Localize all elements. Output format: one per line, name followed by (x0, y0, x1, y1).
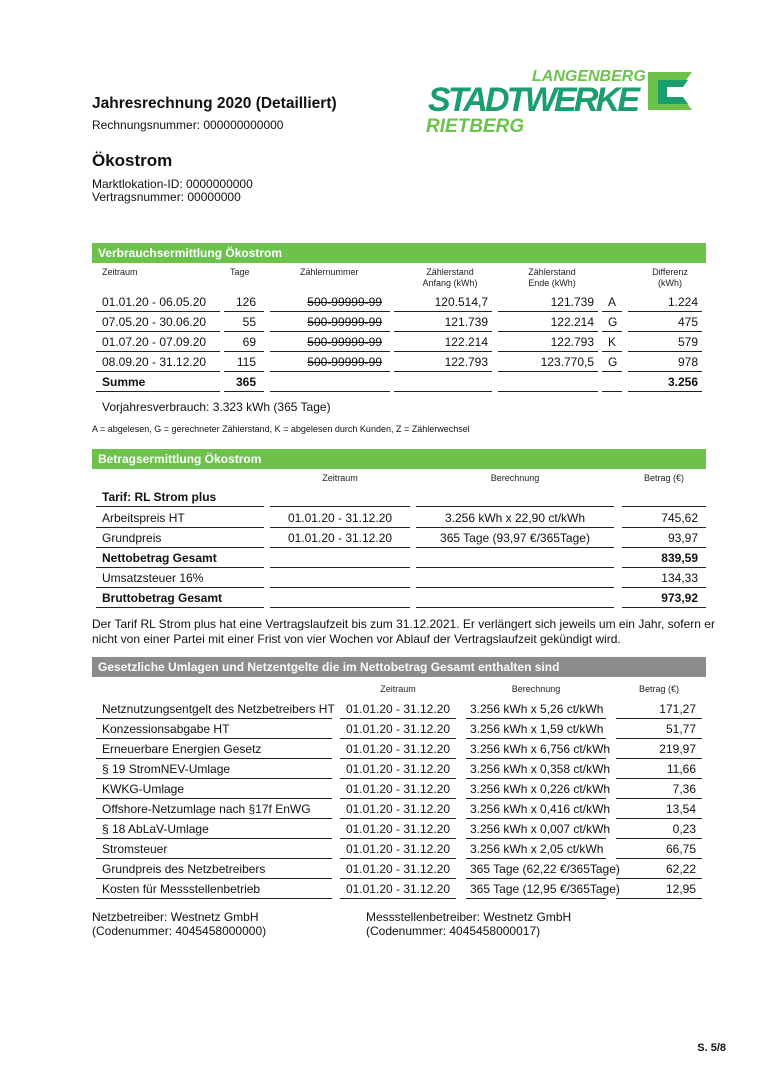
amount-empty (416, 548, 614, 568)
levy-period: 01.01.20 - 31.12.20 (340, 779, 456, 799)
amount-gross-label: Bruttobetrag Gesamt (96, 588, 264, 608)
consumption-end: 123.770,5 (498, 352, 598, 372)
consumption-end: 122.214 (498, 312, 598, 332)
levy-label: KWKG-Umlage (96, 779, 332, 799)
levy-period: 01.01.20 - 31.12.20 (340, 699, 456, 719)
levy-calc: 3.256 kWh x 6,756 ct/kWh (466, 739, 606, 759)
levy-period: 01.01.20 - 31.12.20 (340, 759, 456, 779)
levy-period: 01.01.20 - 31.12.20 (340, 859, 456, 879)
consumption-start: 121.739 (394, 312, 492, 332)
levy-calc: 3.256 kWh x 5,26 ct/kWh (466, 699, 606, 719)
consumption-sum-days: 365 (224, 372, 264, 392)
consumption-sum-label: Summe (96, 372, 220, 392)
page-title: Jahresrechnung 2020 (Detailliert) (92, 95, 337, 112)
contract-note-line-2: nicht von einer Partei mit einer Frist von vier Wochen vor Ablauf der Vertragslaufzeit gekündigt wird. (92, 632, 621, 646)
amount-empty (416, 588, 614, 608)
levy-label: Konzessionsabgabe HT (96, 719, 332, 739)
consumption-sum-diff: 3.256 (628, 372, 702, 392)
levy-amount: 0,23 (616, 819, 702, 839)
amount-gross-value: 973,92 (622, 588, 706, 608)
consumption-days: 55 (224, 312, 264, 332)
levy-label: Offshore-Netzumlage nach §17f EnWG (96, 799, 332, 819)
amount-label: Arbeitspreis HT (96, 508, 264, 528)
levy-label: § 18 AbLaV-Umlage (96, 819, 332, 839)
tariff-empty (416, 487, 614, 507)
amount-col-header-calc: Berechnung (490, 473, 540, 483)
levy-period: 01.01.20 - 31.12.20 (340, 719, 456, 739)
levy-calc: 365 Tage (62,22 €/365Tage) (466, 859, 606, 879)
amount-empty (270, 548, 410, 568)
consumption-period: 08.09.20 - 31.12.20 (96, 352, 220, 372)
col-header-days: Tage (230, 267, 250, 277)
levy-period: 01.01.20 - 31.12.20 (340, 799, 456, 819)
consumption-sum-empty (602, 372, 622, 392)
levy-period: 01.01.20 - 31.12.20 (340, 819, 456, 839)
consumption-sum-empty (498, 372, 598, 392)
amount-value: 745,62 (622, 508, 706, 528)
levy-amount: 62,22 (616, 859, 702, 879)
tariff-empty (270, 487, 410, 507)
consumption-meter: 500-99999-99 (270, 292, 390, 312)
tariff-name: Tarif: RL Strom plus (96, 487, 264, 507)
consumption-code: A (602, 292, 622, 312)
consumption-diff: 579 (628, 332, 702, 352)
consumption-period: 01.07.20 - 07.09.20 (96, 332, 220, 352)
levy-label: Kosten für Messstellenbetrieb (96, 879, 332, 899)
consumption-days: 115 (224, 352, 264, 372)
consumption-meter: 500-99999-99 (270, 332, 390, 352)
reading-legend: A = abgelesen, G = gerechneter Zählerstand, K = abgelesen durch Kunden, Z = Zählerwechsel (92, 424, 470, 434)
levy-period: 01.01.20 - 31.12.20 (340, 739, 456, 759)
product-title: Ökostrom (92, 151, 173, 170)
amount-empty (270, 588, 410, 608)
amount-empty (270, 568, 410, 588)
consumption-period: 07.05.20 - 30.06.20 (96, 312, 220, 332)
previous-year-consumption: Vorjahresverbrauch: 3.323 kWh (365 Tage) (102, 400, 331, 414)
meter-operator: Messstellenbetreiber: Westnetz GmbH (366, 910, 572, 924)
contract-note-line-1: Der Tarif RL Strom plus hat eine Vertragslaufzeit bis zum 31.12.2021. Er verlängert sich jeweils um ein Jahr, sofern er (92, 617, 715, 631)
levy-label: Erneuerbare Energien Gesetz (96, 739, 332, 759)
levy-amount: 219,97 (616, 739, 702, 759)
consumption-diff: 1.224 (628, 292, 702, 312)
consumption-code: G (602, 352, 622, 372)
consumption-meter: 500-99999-99 (270, 352, 390, 372)
amount-net-value: 839,59 (622, 548, 706, 568)
levies-col-header-amount: Betrag (€) (638, 684, 680, 694)
col-header-start: Zählerstand Anfang (kWh) (422, 267, 478, 288)
consumption-days: 69 (224, 332, 264, 352)
meter-operator-code: (Codenummer: 4045458000017) (366, 924, 541, 938)
logo-line-3: RIETBERG (426, 116, 525, 136)
amount-empty (416, 568, 614, 588)
consumption-section-header: Verbrauchsermittlung Ökostrom (92, 243, 706, 263)
consumption-start: 122.214 (394, 332, 492, 352)
amount-vat-value: 134,33 (622, 568, 706, 588)
levy-calc: 3.256 kWh x 0,007 ct/kWh (466, 819, 606, 839)
levy-amount: 51,77 (616, 719, 702, 739)
logo-line-1: LANGENBERG (532, 68, 646, 85)
amount-period: 01.01.20 - 31.12.20 (270, 528, 410, 548)
amount-period: 01.01.20 - 31.12.20 (270, 508, 410, 528)
col-header-period: Zeitraum (102, 267, 138, 277)
levy-calc: 365 Tage (12,95 €/365Tage) (466, 879, 606, 899)
levy-amount: 12,95 (616, 879, 702, 899)
levy-period: 01.01.20 - 31.12.20 (340, 879, 456, 899)
consumption-code: G (602, 312, 622, 332)
consumption-start: 120.514,7 (394, 292, 492, 312)
levy-calc: 3.256 kWh x 0,358 ct/kWh (466, 759, 606, 779)
levy-amount: 171,27 (616, 699, 702, 719)
page-number: S. 5/8 (697, 1042, 726, 1054)
consumption-days: 126 (224, 292, 264, 312)
levies-section-header: Gesetzliche Umlagen und Netzentgelte die im Nettobetrag Gesamt enthalten sind (92, 657, 706, 677)
amount-calc: 3.256 kWh x 22,90 ct/kWh (416, 508, 614, 528)
col-header-diff: Differenz (kWh) (652, 267, 688, 288)
col-header-meter: Zählernummer (300, 267, 359, 277)
tariff-empty (622, 487, 706, 507)
grid-operator-code: (Codenummer: 4045458000000) (92, 924, 267, 938)
levy-amount: 7,36 (616, 779, 702, 799)
consumption-sum-empty (270, 372, 390, 392)
consumption-meter: 500-99999-99 (270, 312, 390, 332)
levy-amount: 13,54 (616, 799, 702, 819)
market-location: Marktlokation-ID: 0000000000 (92, 177, 253, 191)
amount-vat-label: Umsatzsteuer 16% (96, 568, 264, 588)
amount-col-header-period: Zeitraum (322, 473, 358, 483)
col-header-end: Zählerstand Ende (kWh) (528, 267, 576, 288)
levy-period: 01.01.20 - 31.12.20 (340, 839, 456, 859)
logo-line-2: STADTWERKE (428, 81, 640, 119)
amount-calc: 365 Tage (93,97 €/365Tage) (416, 528, 614, 548)
stadtwerke-logo (426, 66, 706, 136)
levy-label: Netznutzungsentgelt des Netzbetreibers HT (96, 699, 332, 719)
amount-value: 93,97 (622, 528, 706, 548)
consumption-diff: 475 (628, 312, 702, 332)
levy-amount: 11,66 (616, 759, 702, 779)
logo-mark-icon (648, 72, 692, 110)
grid-operator: Netzbetreiber: Westnetz GmbH (92, 910, 259, 924)
levy-calc: 3.256 kWh x 2,05 ct/kWh (466, 839, 606, 859)
levy-calc: 3.256 kWh x 0,226 ct/kWh (466, 779, 606, 799)
consumption-code: K (602, 332, 622, 352)
contract-number: Vertragsnummer: 00000000 (92, 190, 241, 204)
amount-section-header: Betragsermittlung Ökostrom (92, 449, 706, 469)
consumption-start: 122.793 (394, 352, 492, 372)
levies-col-header-period: Zeitraum (380, 684, 416, 694)
levies-col-header-calc: Berechnung (511, 684, 561, 694)
consumption-end: 122.793 (498, 332, 598, 352)
consumption-period: 01.01.20 - 06.05.20 (96, 292, 220, 312)
amount-col-header-amount: Betrag (€) (643, 473, 685, 483)
consumption-diff: 978 (628, 352, 702, 372)
amount-net-label: Nettobetrag Gesamt (96, 548, 264, 568)
levy-label: § 19 StromNEV-Umlage (96, 759, 332, 779)
levy-calc: 3.256 kWh x 1,59 ct/kWh (466, 719, 606, 739)
levy-label: Stromsteuer (96, 839, 332, 859)
levy-amount: 66,75 (616, 839, 702, 859)
levy-calc: 3.256 kWh x 0,416 ct/kWh (466, 799, 606, 819)
consumption-end: 121.739 (498, 292, 598, 312)
levy-label: Grundpreis des Netzbetreibers (96, 859, 332, 879)
invoice-number: Rechnungsnummer: 000000000000 (92, 118, 284, 132)
consumption-sum-empty (394, 372, 492, 392)
amount-label: Grundpreis (96, 528, 264, 548)
